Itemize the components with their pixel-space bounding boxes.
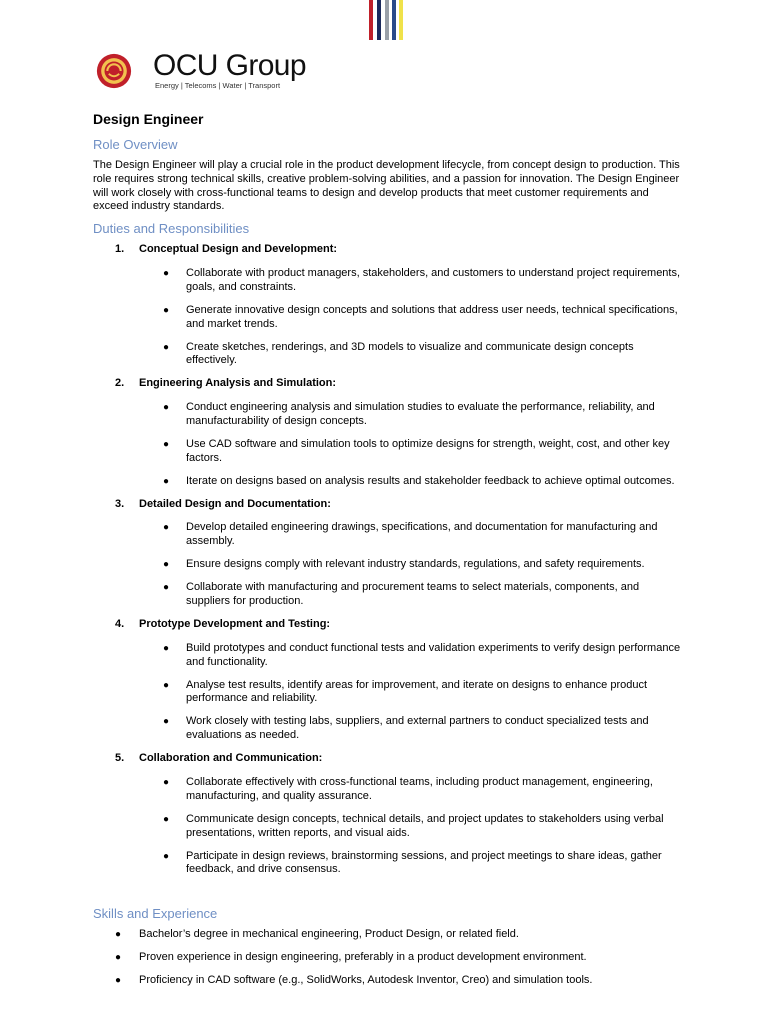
- list-item-text: Use CAD software and simulation tools to optimize designs for strength, weight, cost, and other key factors.: [186, 437, 670, 464]
- list-item: [93, 679, 683, 707]
- bullet-icon: ●: [163, 850, 170, 862]
- bullet-icon: ●: [163, 475, 170, 487]
- role-overview-text: The Design Engineer will play a crucial role in the product development lifecycle, from concept design to production. This role requires strong technical skills, creative problem-solving abilities, and a passion for innovation. The Design Engineer will work closely with cross-functional teams to design and develop products that meet customer requirements and exceed industry standards.: [93, 159, 680, 213]
- duty-section: [93, 618, 683, 743]
- stripe-grey: [385, 0, 389, 40]
- ocu-emblem-icon: [95, 52, 133, 90]
- list-item: [93, 951, 683, 965]
- bullet-icon: ●: [115, 929, 122, 941]
- list-item: [93, 928, 683, 942]
- list-item-text: Generate innovative design concepts and solutions that address user needs, technical specifications, and market trends.: [186, 303, 678, 330]
- bullet-icon: ●: [163, 341, 170, 353]
- list-item-text: Create sketches, renderings, and 3D models to visualize and communicate design concepts effectively.: [186, 340, 634, 367]
- stripe-red: [369, 0, 373, 40]
- list-item: [93, 521, 683, 549]
- duty-number: 5.: [115, 752, 125, 765]
- list-item: [93, 850, 683, 878]
- bullet-icon: ●: [115, 975, 122, 987]
- duty-section: [93, 243, 683, 368]
- bullet-icon: ●: [163, 813, 170, 825]
- bullet-icon: ●: [163, 642, 170, 654]
- list-item: [93, 267, 683, 295]
- duty-title: [93, 752, 683, 766]
- list-item: [93, 341, 683, 369]
- bullet-icon: ●: [163, 776, 170, 788]
- bullet-icon: ●: [163, 304, 170, 316]
- list-item-text: Participate in design reviews, brainstorming sessions, and project meetings to share ideas, gather feedback, and drive consensus.: [186, 849, 662, 876]
- list-item: [93, 715, 683, 743]
- list-item: [93, 642, 683, 670]
- list-item: [93, 438, 683, 466]
- logo-tagline: Energy | Telecoms | Water | Transport: [155, 81, 281, 90]
- list-item-text: Develop detailed engineering drawings, specifications, and documentation for manufacturing and assembly.: [186, 521, 658, 548]
- list-item-text: Proficiency in CAD software (e.g., SolidWorks, Autodesk Inventor, Creo) and simulation tools.: [139, 974, 593, 987]
- list-item: [93, 581, 683, 609]
- stripe-navy: [377, 0, 381, 40]
- list-item-text: Communicate design concepts, technical details, and project updates to stakeholders using verbal presentations, written reports, and visual aids.: [186, 812, 664, 839]
- bullet-icon: ●: [163, 522, 170, 534]
- duty-title: [93, 377, 683, 391]
- bullet-icon: ●: [163, 679, 170, 691]
- list-item: [93, 401, 683, 429]
- duty-section: [93, 498, 683, 609]
- document-body: [93, 111, 683, 997]
- duties-heading: Duties and Responsibilities: [93, 221, 250, 237]
- stripe-blue: [392, 0, 396, 40]
- duty-number: 3.: [115, 497, 125, 510]
- list-item: [93, 813, 683, 841]
- duty-title: [93, 618, 683, 632]
- list-item-text: Collaborate with manufacturing and procurement teams to select materials, components, and suppliers for production.: [186, 581, 640, 608]
- list-item-text: Proven experience in design engineering, preferably in a product development environment.: [139, 951, 587, 964]
- list-item: [93, 304, 683, 332]
- duties-list: [93, 243, 683, 877]
- job-title: Design Engineer: [93, 111, 204, 127]
- duty-title: [93, 243, 683, 257]
- list-item-text: Collaborate effectively with cross-functional teams, including product management, engineering, manufacturing, and quality assurance.: [186, 775, 653, 802]
- bullet-icon: ●: [115, 952, 122, 964]
- list-item-text: Collaborate with product managers, stakeholders, and customers to understand project requirements, goals, and constraints.: [186, 266, 681, 293]
- list-item-text: Iterate on designs based on analysis results and stakeholder feedback to achieve optimal outcomes.: [186, 474, 675, 487]
- bullet-icon: ●: [163, 716, 170, 728]
- logo-wordmark: OCU Group: [153, 49, 306, 82]
- list-item-text: Bachelor’s degree in mechanical engineering, Product Design, or related field.: [139, 928, 519, 941]
- bullet-icon: ●: [163, 267, 170, 279]
- list-item-text: Analyse test results, identify areas for improvement, and iterate on designs to enhance product performance and reliability.: [186, 678, 648, 705]
- bullet-icon: ●: [163, 559, 170, 571]
- list-item: [93, 776, 683, 804]
- bullet-icon: ●: [163, 438, 170, 450]
- duty-title-text: Conceptual Design and Development:: [139, 243, 338, 256]
- duty-title-text: Collaboration and Communication:: [139, 752, 323, 765]
- list-item: [93, 974, 683, 988]
- skills-heading: Skills and Experience: [93, 906, 218, 922]
- duty-title: [93, 498, 683, 512]
- duty-title-text: Detailed Design and Documentation:: [139, 497, 331, 510]
- list-item-text: Build prototypes and conduct functional tests and validation experiments to verify design performance and functionality.: [186, 641, 681, 668]
- duty-number: 4.: [115, 618, 125, 631]
- duty-section: [93, 752, 683, 877]
- list-item: [93, 475, 683, 489]
- list-item: [93, 558, 683, 572]
- skills-list: [93, 928, 683, 988]
- stripe-yellow: [399, 0, 403, 40]
- bullet-icon: ●: [163, 402, 170, 414]
- duty-title-text: Prototype Development and Testing:: [139, 618, 331, 631]
- bullet-icon: ●: [163, 582, 170, 594]
- duty-number: 1.: [115, 243, 125, 256]
- duty-section: [93, 377, 683, 488]
- list-item-text: Work closely with testing labs, suppliers, and external partners to conduct specialized tests and evaluations as needed.: [186, 715, 649, 742]
- list-item-text: Ensure designs comply with relevant industry standards, regulations, and safety requirements.: [186, 558, 645, 571]
- list-item-text: Conduct engineering analysis and simulation studies to evaluate the performance, reliability, and manufacturability of design concepts.: [186, 401, 655, 427]
- duty-title-text: Engineering Analysis and Simulation:: [139, 377, 337, 390]
- role-overview-heading: Role Overview: [93, 137, 178, 152]
- duty-number: 2.: [115, 377, 125, 390]
